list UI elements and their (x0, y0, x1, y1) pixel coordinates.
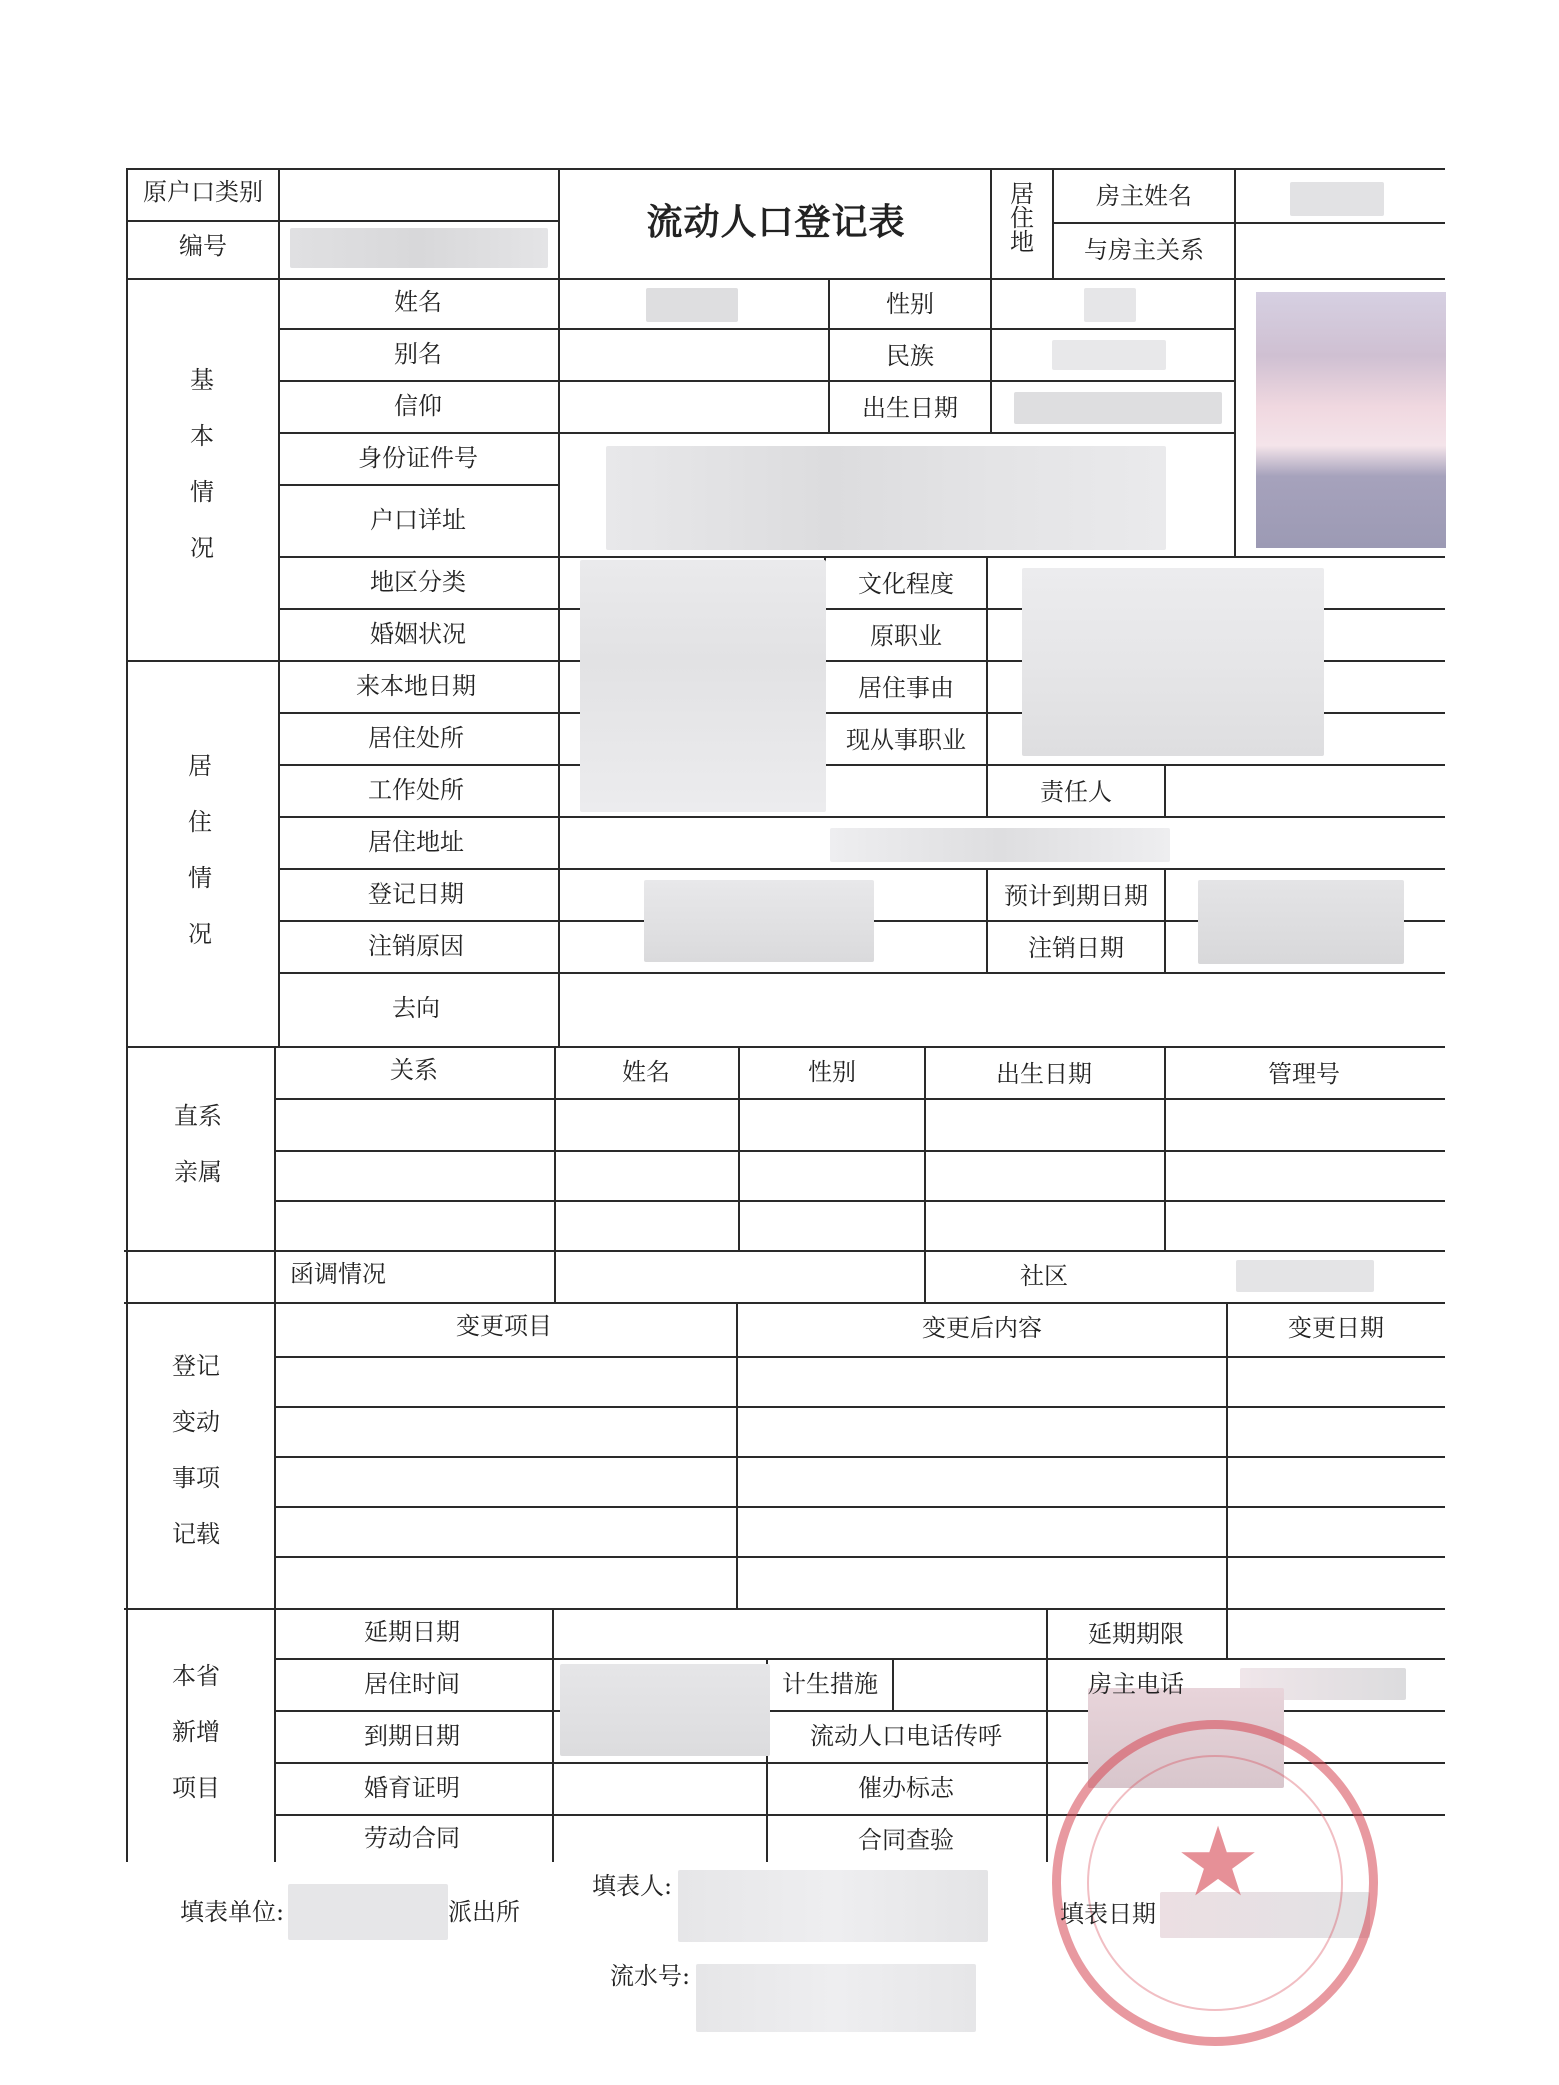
col-changed-content: 变更后内容 (922, 1314, 1042, 1342)
rule-top (126, 168, 1445, 170)
label-serial: 编号 (179, 232, 227, 260)
label-inquiry: 函调情况 (290, 1260, 386, 1288)
redacted-landlord-name (1290, 182, 1384, 216)
redacted-serial-no (696, 1964, 976, 2032)
vrule (738, 1046, 740, 1250)
rule (126, 1046, 1445, 1048)
label-fill-date: 填表日期 (1060, 1900, 1156, 1928)
label-education: 文化程度 (858, 570, 954, 598)
label-cancel-reason: 注销原因 (368, 932, 464, 960)
redacted-birth-date (1014, 392, 1222, 424)
vrule (1164, 1046, 1166, 1250)
form-title: 流动人口登记表 (646, 201, 906, 243)
redacted-filler (678, 1870, 988, 1942)
vrule (924, 1250, 926, 1302)
rule (278, 484, 558, 486)
rule (278, 764, 1445, 766)
vrule (554, 1046, 556, 1302)
redacted-residence-time (560, 1664, 770, 1756)
official-seal-stamp (1052, 1720, 1378, 2046)
redacted-fill-unit (288, 1884, 448, 1940)
label-current-occupation: 现从事职业 (846, 726, 966, 754)
rule (124, 1302, 1445, 1304)
vrule (986, 556, 988, 764)
section-basic: 基 本 情 况 (190, 366, 214, 562)
label-serial-no: 流水号: (610, 1962, 691, 1990)
label-ethnicity: 民族 (886, 342, 934, 370)
redacted-expiry-cancel (1198, 880, 1404, 964)
redacted-education-occupation (1022, 568, 1324, 756)
rule (126, 220, 560, 222)
vrule (990, 168, 992, 278)
label-orig-hukou-type: 原户口类别 (143, 178, 263, 206)
redacted-ethnicity (1052, 340, 1166, 370)
col-gender: 性别 (808, 1058, 856, 1086)
label-birth-control: 计生措施 (782, 1670, 878, 1698)
label-filler: 填表人: (592, 1872, 673, 1900)
label-residence-vertical: 居 住 地 (1010, 180, 1034, 256)
label-fill-unit: 填表单位: (180, 1898, 285, 1926)
redacted-registration-date (644, 880, 874, 962)
label-contract-check: 合同查验 (858, 1826, 954, 1854)
rule (278, 868, 1445, 870)
label-labor-contract: 劳动合同 (364, 1824, 460, 1852)
col-management-no: 管理号 (1268, 1060, 1340, 1088)
label-community: 社区 (1020, 1262, 1068, 1290)
vrule (1052, 168, 1054, 278)
label-prev-occupation: 原职业 (870, 622, 942, 650)
label-name: 姓名 (394, 288, 442, 316)
col-change-item: 变更项目 (456, 1312, 552, 1340)
rule (274, 1098, 1445, 1100)
label-landlord-name: 房主姓名 (1096, 182, 1192, 210)
label-responsible-person: 责任人 (1040, 778, 1112, 806)
vrule (986, 868, 988, 972)
label-work-place: 工作处所 (368, 776, 464, 804)
vrule (990, 278, 992, 432)
rule (274, 1356, 1445, 1358)
label-religion: 信仰 (394, 392, 442, 420)
rule (278, 432, 1235, 434)
label-residence-place: 居住处所 (368, 724, 464, 752)
label-expiry-date: 到期日期 (364, 1722, 460, 1750)
vrule (552, 1608, 554, 1862)
rule (274, 1456, 1445, 1458)
label-registration-date: 登记日期 (368, 880, 464, 908)
label-cancel-date: 注销日期 (1028, 934, 1124, 962)
col-name: 姓名 (622, 1058, 670, 1086)
vrule (1046, 1608, 1048, 1660)
rule (1052, 222, 1445, 224)
vrule (558, 168, 560, 1046)
rule-left (126, 168, 128, 1862)
rule (124, 1250, 1445, 1252)
section-residence: 居 住 情 况 (188, 752, 212, 948)
label-residence-time: 居住时间 (364, 1670, 460, 1698)
label-arrival-date: 来本地日期 (356, 672, 476, 700)
col-birth-date: 出生日期 (996, 1060, 1092, 1088)
label-landlord-phone: 房主电话 (1088, 1670, 1184, 1698)
vrule (1226, 1302, 1228, 1608)
rule (278, 556, 1445, 558)
label-gender: 性别 (886, 290, 934, 318)
rule (274, 1506, 1445, 1508)
rule (278, 380, 1235, 382)
label-alias: 别名 (394, 340, 442, 368)
vrule (1164, 764, 1166, 816)
col-relation: 关系 (390, 1056, 438, 1084)
vrule (1226, 1608, 1228, 1660)
label-birth-date: 出生日期 (862, 394, 958, 422)
rule (124, 1608, 1445, 1610)
label-id-number: 身份证件号 (358, 444, 478, 472)
redacted-residence-address (830, 828, 1170, 862)
vrule (1234, 168, 1236, 558)
rule (274, 1150, 1445, 1152)
rule (278, 816, 1445, 818)
section-changes: 登记 变动 事项 记载 (172, 1352, 220, 1548)
vrule (1164, 868, 1166, 972)
id-photo (1256, 292, 1446, 548)
section-provincial: 本省 新增 项目 (172, 1662, 220, 1802)
label-region-class: 地区分类 (370, 568, 466, 596)
label-landlord-relation: 与房主关系 (1084, 236, 1204, 264)
section-relatives: 直系 亲属 (174, 1102, 222, 1186)
rule (274, 1556, 1445, 1558)
redacted-region-marital (580, 560, 826, 812)
vrule (924, 1046, 926, 1250)
label-hukou-address: 户口详址 (370, 506, 466, 534)
rule (274, 1658, 1445, 1660)
label-marital-status: 婚姻状况 (370, 620, 466, 648)
label-phone-pager: 流动人口电话传呼 (810, 1722, 1002, 1750)
label-urge-flag: 催办标志 (858, 1774, 954, 1802)
col-change-date: 变更日期 (1288, 1314, 1384, 1342)
redacted-community (1236, 1260, 1374, 1292)
label-marriage-cert: 婚育证明 (364, 1774, 460, 1802)
redacted-name (646, 288, 738, 322)
label-residence-address: 居住地址 (368, 828, 464, 856)
vrule (986, 764, 988, 816)
rule (278, 328, 1235, 330)
label-expected-expiry: 预计到期日期 (1004, 882, 1148, 910)
rule (274, 1200, 1445, 1202)
vrule (892, 1658, 894, 1710)
label-residence-reason: 居住事由 (858, 674, 954, 702)
rule (126, 278, 1445, 280)
label-destination: 去向 (392, 994, 440, 1022)
star-icon: ★ (1174, 1806, 1262, 1918)
vrule (1046, 1658, 1048, 1862)
label-station-suffix: 派出所 (448, 1898, 520, 1926)
redacted-gender (1084, 288, 1136, 322)
label-extension-date: 延期日期 (364, 1618, 460, 1646)
redacted-id-address (606, 446, 1166, 550)
vrule (828, 278, 830, 432)
rule (278, 972, 1445, 974)
vrule (736, 1302, 738, 1608)
vrule (274, 1046, 276, 1862)
redacted-serial (290, 228, 548, 268)
vrule (278, 168, 280, 1046)
rule (274, 1406, 1445, 1408)
label-extension-period: 延期期限 (1088, 1620, 1184, 1648)
